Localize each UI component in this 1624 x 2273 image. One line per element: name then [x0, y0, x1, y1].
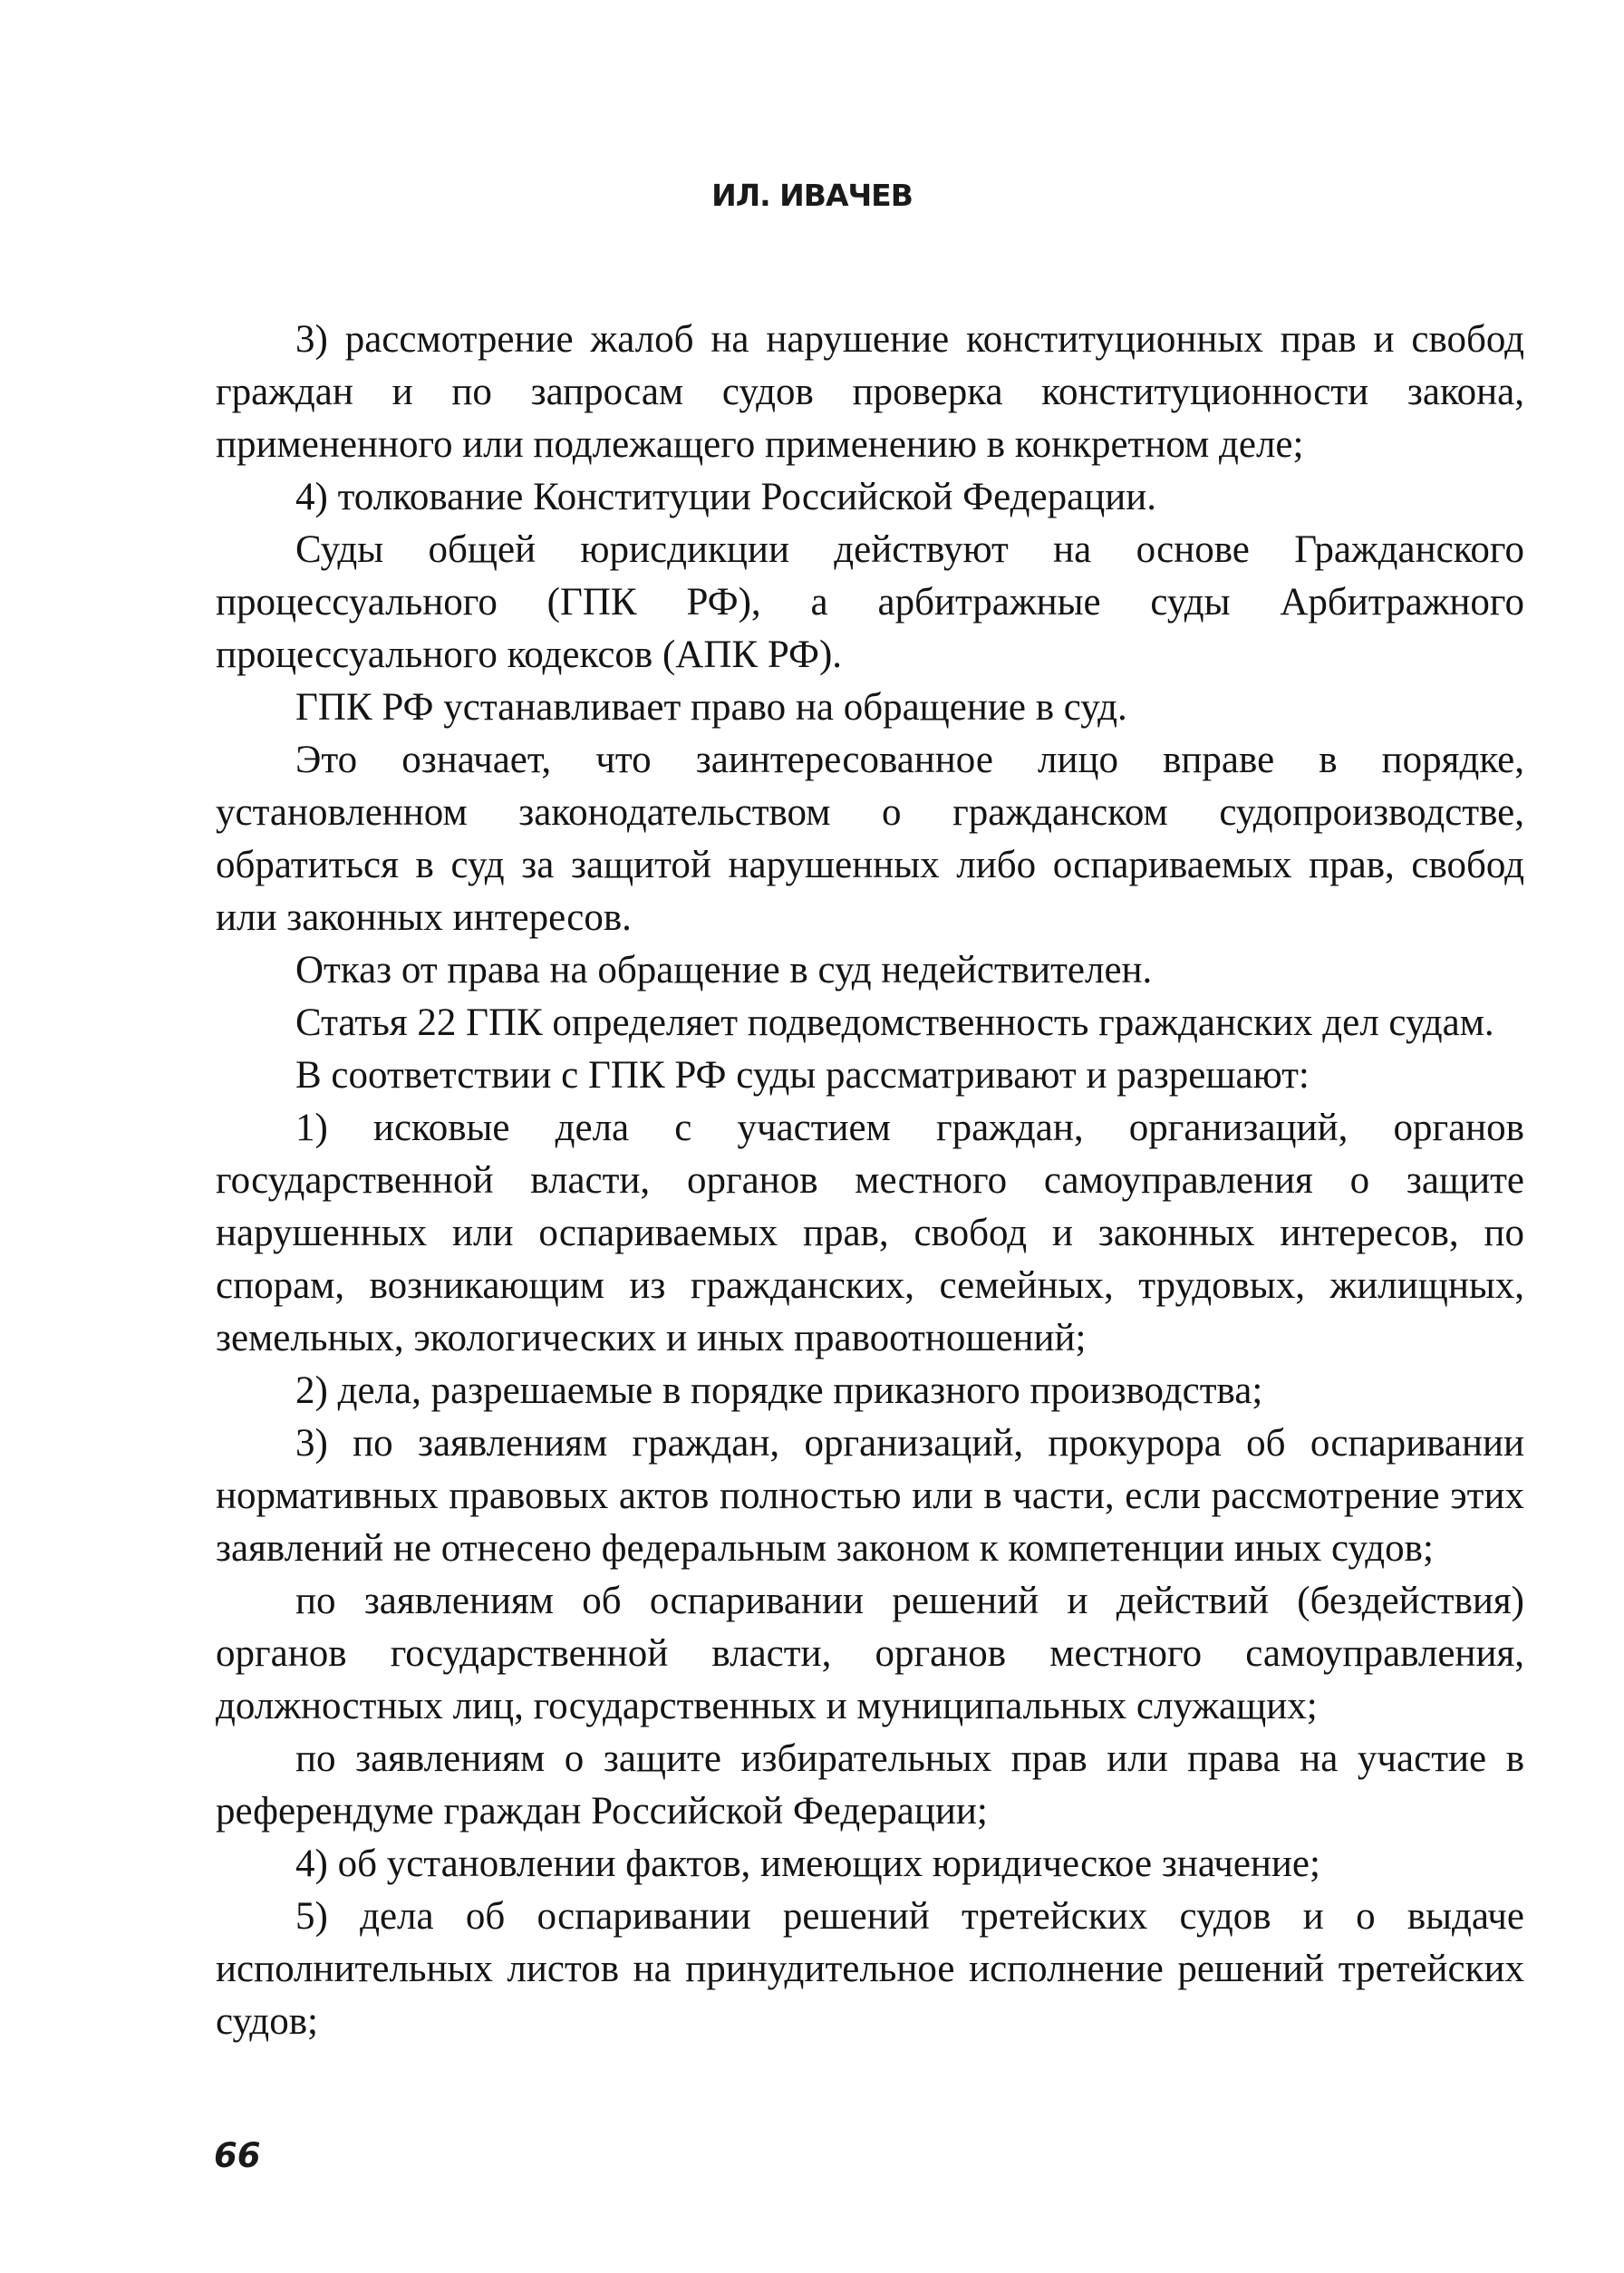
paragraph: Статья 22 ГПК определяет подведомственность гражданских дел судам.	[295, 1001, 1494, 1044]
paragraph: по заявлениям о защите избирательных прав или права на участие в референдуме граждан Российской Федерации;	[216, 1737, 1524, 1833]
running-header: ИЛ. ИВАЧЕВ	[711, 178, 913, 213]
paragraph: Это означает, что заинтересованное лицо вправе в порядке, установленном законодательством о гражданском судопроизводстве, обратиться в суд за защитой нарушенных либо оспариваемых прав, свобод или законных интересов.	[216, 739, 1524, 939]
paragraph: 1) исковые дела с участием граждан, организаций, органов государственной власти, органов местного самоуправления о защите нарушенных или оспариваемых прав, свобод и законных интересов, по спорам, возникающим из гражданских, семейных, трудовых, жилищных, земельных, экологических и иных правоотношений;	[216, 1107, 1524, 1359]
paragraph: Суды общей юрисдикции действуют на основе Гражданского процессуального (ГПК РФ), а арбитражные суды Арбитражного процессуального кодексов (АПК РФ).	[216, 528, 1524, 676]
body-text	[216, 314, 1524, 2048]
paragraph: 3) по заявлениям граждан, организаций, прокурора об оспаривании нормативных правовых актов полностью или в части, если рассмотрение этих заявлений не отнесено федеральным законом к компетенции иных судов;	[216, 1422, 1524, 1570]
paragraph: по заявлениям об оспаривании решений и действий (бездействия) органов государственной власти, органов местного самоуправления, должностных лиц, государственных и муниципальных служащих;	[216, 1580, 1524, 1727]
paragraph: Отказ от права на обращение в суд недействителен.	[295, 949, 1153, 991]
paragraph: В соответствии с ГПК РФ суды рассматривают и разрешают:	[295, 1054, 1310, 1097]
paragraph: 2) дела, разрешаемые в порядке приказного производства;	[295, 1369, 1263, 1412]
paragraph: ГПК РФ устанавливает право на обращение в суд.	[295, 686, 1127, 729]
paragraph: 5) дела об оспаривании решений третейских судов и о выдаче исполнительных листов на принудительное исполнение решений третейских судов;	[216, 1895, 1524, 2043]
paragraph: 3) рассмотрение жалоб на нарушение конституционных прав и свобод граждан и по запросам судов проверка конституционности закона, примененного или подлежащего применению в конкретном деле;	[216, 318, 1524, 466]
paragraph: 4) об установлении фактов, имеющих юридическое значение;	[295, 1843, 1320, 1885]
page-number: 66	[214, 2136, 261, 2175]
paragraph: 4) толкование Конституции Российской Федерации.	[295, 476, 1157, 518]
